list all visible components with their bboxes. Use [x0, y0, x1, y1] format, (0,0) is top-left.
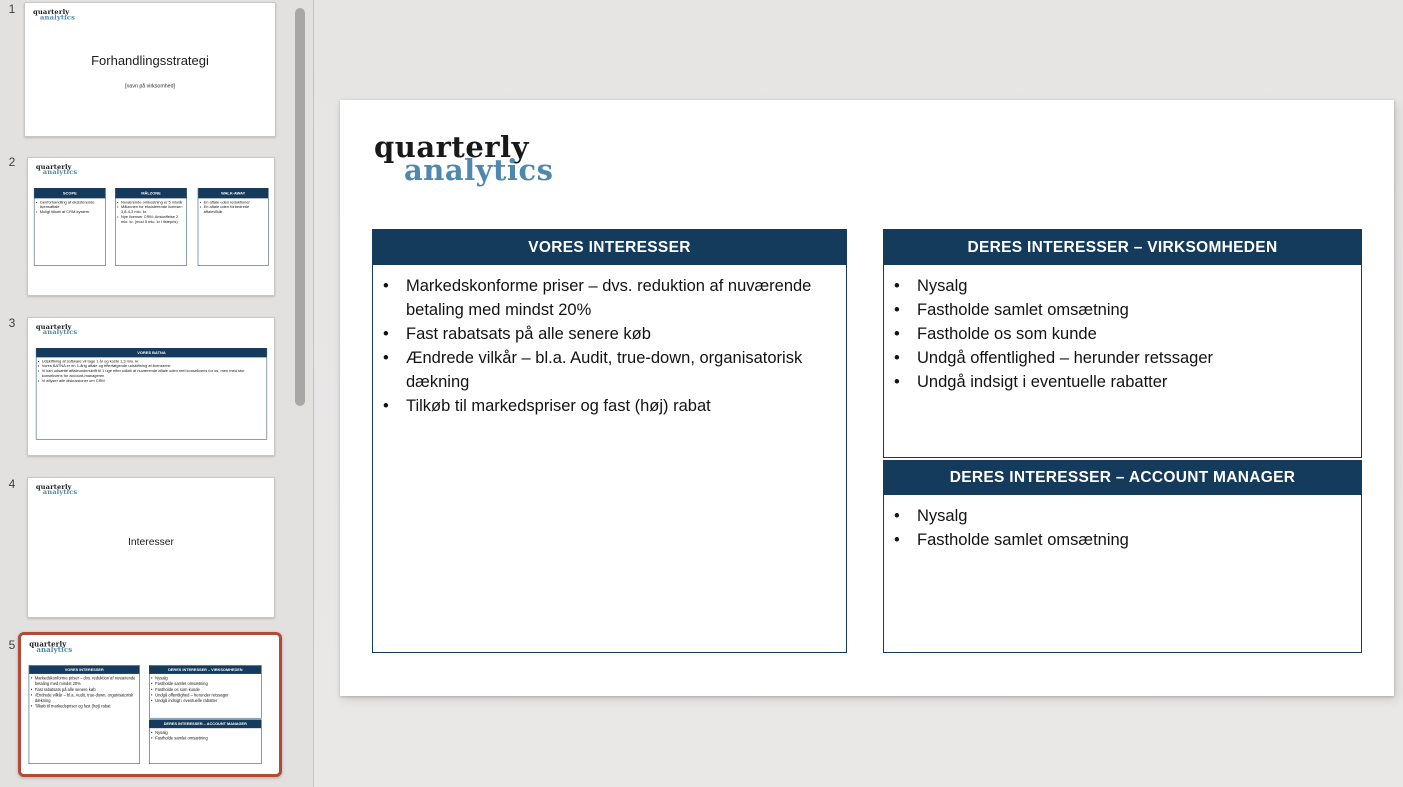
bullet-item: • Nysalg	[884, 504, 1347, 528]
mini-box-deres-account-manager: DERES INTERESSER – ACCOUNT MANAGER • Nysalg • Fastholde samlet omsætning	[149, 719, 262, 764]
bullet-item: • Fastholde os som kunde	[151, 687, 260, 693]
mini-box-maalzone: MÅLZONE • Nuværende omkostning er 5 mio/år • Målzonen for eksisterende licenser: 3,8-4,3 mio. kr. • Nye licenser CRM: Anskaffelse 2 mio. kr. (mod 5 mio. kr i listepris)	[115, 188, 187, 266]
mini-box-deres-virksomheden: DERES INTERESSER – VIRKSOMHEDEN • Nysalg • Fastholde samlet omsætning • Fastholde os som kunde • Undgå offentlighed – herunder retssager • Undgå indsigt i eventuelle rabatter	[149, 665, 262, 718]
logo-line-2: analytics	[404, 153, 554, 187]
bullet-item: • Fast rabatsats på alle senere køb	[30, 687, 138, 693]
bullet-item: • Tilkøb til markedspriser og fast (høj) rabat	[373, 394, 832, 418]
bullet-item: • Udskiftning af software vil tage 1 år og koste 1,3 mio. kr.	[37, 359, 265, 364]
bullet-item: • Nye licenser CRM: Anskaffelse 2 mio. kr. (mod 5 mio. kr i listepris)	[117, 215, 185, 225]
company-logo: quarterly analytics	[35, 482, 78, 497]
deres-interesser-account-manager-header: DERES INTERESSER – ACCOUNT MANAGER	[884, 461, 1361, 495]
bullet-item: • Nysalg	[151, 675, 260, 681]
slide-canvas	[340, 100, 1394, 696]
mini-box-batna: VORES BATNA • Udskiftning af software vil tage 1 år og koste 1,3 mio. kr. • Vores BATNA er en 1-årig aftale og efterfølgende udskiftning af licenserne • Vi kan udsætte aftaleunderskrift til 1 uge efter udløb af nuværende aftale uden reel konsekvens for os, men med stor konsekvens for account-manageren • Vi aflyser alle diskussioner om CRM	[36, 348, 267, 440]
deres-interesser-account-manager-bullets	[884, 495, 1361, 552]
deres-interesser-virksomheden-bullets	[884, 265, 1361, 394]
company-logo: quarterly analytics	[35, 322, 78, 337]
bullet-item: • En aftale uden forbedrede aftalevilkår	[199, 205, 266, 215]
bullet-item: • Undgå indsigt i eventuelle rabatter	[884, 370, 1347, 394]
vores-interesser-bullets	[373, 265, 846, 418]
bullet-item: • Fastholde samlet omsætning	[151, 681, 260, 687]
bullet-item: • Undgå offentlighed – herunder retssager	[151, 692, 260, 698]
mini-slide-subtitle: [navn på virksomhed]	[125, 83, 175, 89]
company-logo: quarterly analytics	[29, 640, 73, 654]
bullet-item: • Nysalg	[884, 274, 1347, 298]
mini-box-walkaway: WALK-AWAY • En aftale uden reduktioner • En aftale uden forbedrede aftalevilkår	[198, 188, 269, 266]
bullet-item: • Fastholde samlet omsætning	[884, 298, 1347, 322]
bullet-item: • Vi aflyser alle diskussioner om CRM	[37, 379, 265, 384]
bullet-item: • Undgå indsigt i eventuelle rabatter	[151, 698, 260, 704]
mini-slide-title: Forhandlingsstrategi	[91, 53, 209, 68]
deres-interesser-virksomheden-box[interactable]	[883, 229, 1362, 458]
bullet-item: • Fastholde samlet omsætning	[884, 528, 1347, 552]
vores-interesser-header: VORES INTERESSER	[373, 230, 846, 265]
bullet-item: • Ændrede vilkår – bl.a. Audit, true-down, organisatorisk dækning	[373, 346, 832, 394]
bullet-item: • Genforhandling af eksisterende licensaftale	[35, 200, 103, 210]
slide-thumbnail-panel	[0, 0, 314, 787]
thumbnail-slide-1[interactable]	[24, 2, 276, 137]
thumbnail-slide-4[interactable]	[27, 477, 275, 618]
slide-number-5: 5	[8, 638, 16, 652]
thumbnail-panel-scrollbar[interactable]	[295, 8, 305, 406]
bullet-item: • En aftale uden reduktioner	[199, 200, 266, 205]
mini-slide-title: Interesser	[128, 536, 174, 548]
mini-box-scope: SCOPE • Genforhandling af eksisterende licensaftale • Muligt tilkøb af CRM-system	[34, 188, 106, 266]
logo-line-1: quarterly	[374, 130, 529, 164]
bullet-item: • Fast rabatsats på alle senere køb	[373, 322, 832, 346]
thumbnail-slide-5[interactable]	[18, 632, 282, 777]
company-logo[interactable]	[374, 130, 554, 187]
slide-number-3: 3	[8, 316, 16, 330]
bullet-item: • Fastholde os som kunde	[884, 322, 1347, 346]
bullet-item: • Fastholde samlet omsætning	[151, 735, 260, 741]
slide-number-4: 4	[8, 477, 16, 491]
deres-interesser-account-manager-box[interactable]	[883, 460, 1362, 653]
bullet-item: • Nysalg	[151, 730, 260, 736]
bullet-item: • Markedskonforme priser – dvs. reduktion af nuværende betaling med mindst 20%	[373, 274, 832, 322]
thumbnail-slide-3[interactable]	[27, 317, 275, 456]
bullet-item: • Målzonen for eksisterende licenser: 3,8-4,3 mio. kr.	[117, 205, 185, 215]
bullet-item: • Ændrede vilkår – bl.a. Audit, true-down, organisatorisk dækning	[30, 692, 138, 703]
slide-editor-area	[314, 0, 1403, 787]
slide-number-2: 2	[8, 155, 16, 169]
vores-interesser-box[interactable]	[372, 229, 847, 653]
bullet-item: • Markedskonforme priser – dvs. reduktion af nuværende betaling med mindst 20%	[30, 675, 138, 686]
company-logo: quarterly analytics	[35, 162, 78, 177]
thumbnail-slide-2[interactable]	[27, 157, 275, 296]
bullet-item: • Vi kan udsætte aftaleunderskrift til 1 uge efter udløb af nuværende aftale uden reel konsekvens for os, men med stor konsekvens for account-manageren	[37, 369, 265, 379]
deres-interesser-virksomheden-header: DERES INTERESSER – VIRKSOMHEDEN	[884, 230, 1361, 265]
company-logo: quarterly analytics	[33, 8, 76, 22]
bullet-item: • Tilkøb til markedspriser og fast (høj) rabat	[30, 704, 138, 710]
slide-number-1: 1	[8, 2, 16, 16]
mini-box-vores-interesser: VORES INTERESSER • Markedskonforme priser – dvs. reduktion af nuværende betaling med mindst 20% • Fast rabatsats på alle senere køb • Ændrede vilkår – bl.a. Audit, true-down, organisatorisk dækning • Tilkøb til markedspriser og fast (høj) rabat	[29, 665, 140, 764]
bullet-item: • Vores BATNA er en 1-årig aftale og efterfølgende udskiftning af licenserne	[37, 364, 265, 369]
bullet-item: • Nuværende omkostning er 5 mio/år	[117, 200, 185, 205]
bullet-item: • Undgå offentlighed – herunder retssager	[884, 346, 1347, 370]
bullet-item: • Muligt tilkøb af CRM-system	[35, 210, 103, 215]
